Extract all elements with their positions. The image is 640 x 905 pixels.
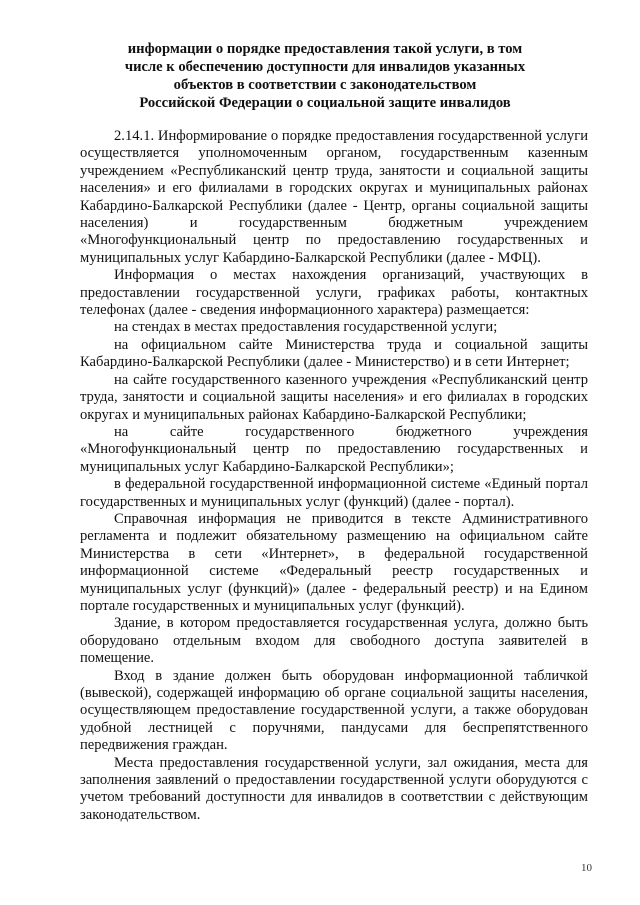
paragraph-service-places: Места предоставления государственной услуги, зал ожидания, места для заполнения заявлений о предоставлении государственной услуги оборудуются с учетом требований доступности для инвалидов в соответствии с действующим законодательством.: [80, 754, 588, 823]
paragraph-reference-info: Справочная информация не приводится в тексте Административного регламента и подлежит обязательному размещению на официальном сайте Министерства в сети «Интернет», в федеральной государственной информационной системе «Федеральный реестр государственных и муниципальных услуг (функций)» (далее - федеральный реестр) и на Едином портале государственных и муниципальных услуг (функций).: [80, 510, 588, 614]
paragraph-mfc-site: на сайте государственного бюджетного учреждения «Многофункциональный центр по предоставлению государственных и муниципальных услуг Кабардино-Балкарской Республики»;: [80, 423, 588, 475]
paragraph-entrance: Вход в здание должен быть оборудован информационной табличкой (вывеской), содержащей информацию об органе социальной защиты населения, осуществляющем предоставление государственной услуги, а также оборудован удобной лестницей с поручнями, пандусами для беспрепятственного передвижения граждан.: [80, 667, 588, 754]
page-number: 10: [581, 862, 592, 874]
heading-line: информации о порядке предоставления такой услуги, в том: [127, 41, 523, 57]
heading-line: Российской Федерации о социальной защите инвалидов: [139, 95, 511, 111]
paragraph-ministry-site: на официальном сайте Министерства труда и социальной защиты Кабардино-Балкарской Республики (далее - Министерство) и в сети Интернет;: [80, 336, 588, 371]
document-body: [80, 128, 588, 824]
section-heading: [60, 40, 590, 112]
paragraph-portal: в федеральной государственной информационной системе «Единый портал государственных и муниципальных услуг (функций) (далее - портал).: [80, 476, 588, 510]
paragraph-building: Здание, в котором предоставляется государственная услуга, должно быть оборудовано отдельным входом для свободного доступа заявителей в помещение.: [80, 615, 588, 667]
heading-line: объектов в соответствии с законодательством: [173, 77, 477, 93]
paragraph-info-locations: Информация о местах нахождения организаций, участвующих в предоставлении государственной услуги, графиках работы, контактных телефонах (далее - сведения информационного характера) размещается:: [80, 267, 588, 319]
heading-line: числе к обеспечению доступности для инвалидов указанных: [124, 59, 526, 75]
paragraph-informing: 2.14.1. Информирование о порядке предоставления государственной услуги осуществляется уполномоченным органом, государственным казенным учреждением «Республиканский центр труда, занятости и социальной защиты населения» и его филиалами в городских округах и муниципальных районах Кабардино-Балкарской Республики (далее - Центр, органы социальной защиты населения) и государственным бюджетным учреждением «Многофункциональный центр по предоставлению государственных и муниципальных услуг Кабардино-Балкарской Республики (далее - МФЦ).: [80, 128, 588, 266]
paragraph-center-site: на сайте государственного казенного учреждения «Республиканский центр труда, занятости и социальной защиты населения» и его филиалах в городских округах и муниципальных районах Кабардино-Балкарской Республики;: [80, 371, 588, 423]
paragraph-stands: на стендах в местах предоставления государственной услуги;: [114, 319, 498, 336]
